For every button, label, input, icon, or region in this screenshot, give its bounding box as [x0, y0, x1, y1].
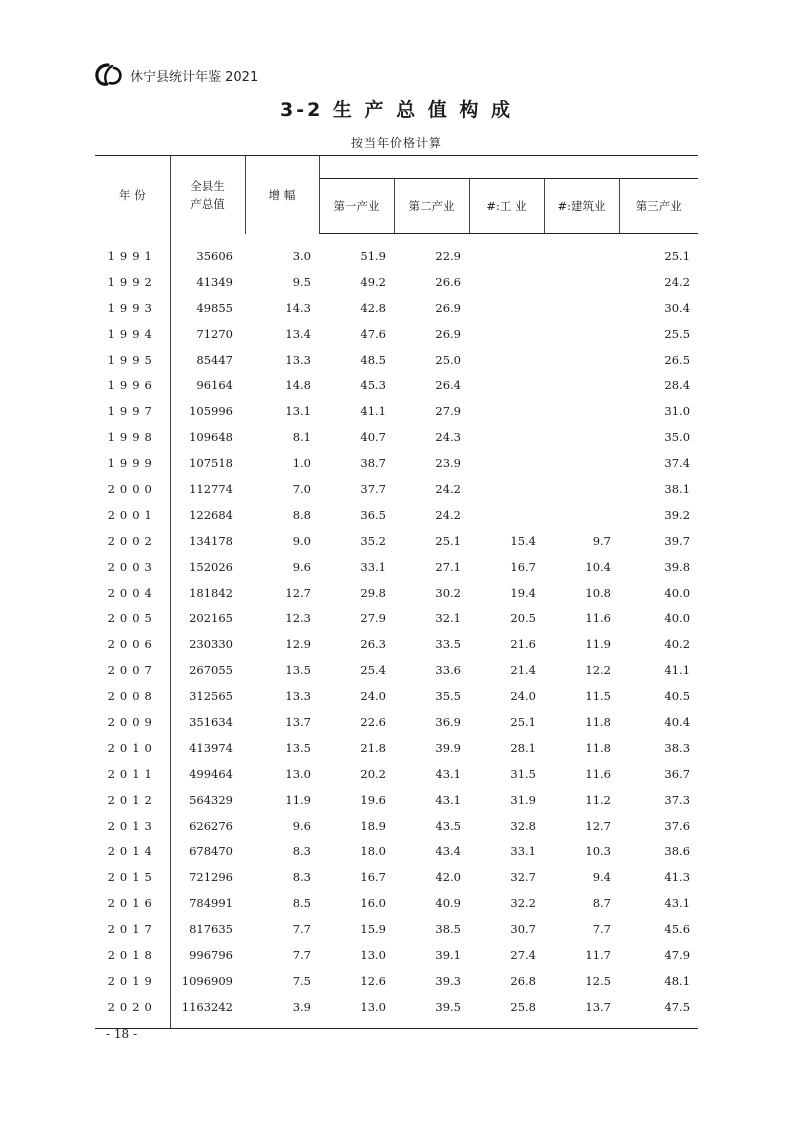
cell-primary: 26.3 — [360, 637, 386, 652]
cell-growth: 13.3 — [285, 352, 311, 367]
gdp-composition-table — [95, 155, 698, 1029]
table-row — [95, 994, 698, 1020]
table-row — [95, 657, 698, 683]
cell-gdp: 71270 — [170, 321, 245, 347]
yearbook-title: 休宁县统计年鉴 2021 — [130, 69, 259, 85]
cell-gdp: 626276 — [170, 813, 245, 839]
table-header — [95, 156, 698, 234]
cell-construction: 9.4 — [592, 870, 611, 885]
cell-secondary: 26.9 — [435, 300, 461, 315]
cell-construction: 11.9 — [585, 637, 611, 652]
cell-construction: 11.8 — [585, 740, 611, 755]
cell-tertiary: 25.1 — [664, 248, 691, 263]
cell-year: 2017 — [107, 922, 157, 937]
cell-year: 1995 — [107, 352, 157, 367]
table-row — [95, 502, 698, 528]
cell-year: 1999 — [107, 456, 157, 471]
cell-growth: 13.5 — [285, 663, 311, 678]
cell-year: 1997 — [107, 404, 157, 419]
cell-tertiary: 39.2 — [664, 507, 691, 522]
cell-secondary: 40.9 — [435, 896, 461, 911]
cell-growth: 3.0 — [292, 248, 311, 263]
cell-growth: 13.4 — [285, 326, 311, 341]
table-row — [95, 813, 698, 839]
cell-secondary: 22.9 — [435, 248, 461, 263]
cell-year: 1996 — [107, 378, 157, 393]
cell-secondary: 25.0 — [435, 352, 461, 367]
cell-primary: 38.7 — [360, 456, 386, 471]
cell-secondary: 27.1 — [435, 559, 461, 574]
cell-tertiary: 37.4 — [664, 456, 691, 471]
cell-growth: 14.3 — [285, 300, 311, 315]
table-row — [95, 838, 698, 864]
cell-primary: 45.3 — [360, 378, 386, 393]
cell-construction: 8.7 — [592, 896, 611, 911]
cell-growth: 12.3 — [285, 611, 311, 626]
cell-year: 2010 — [107, 740, 157, 755]
cell-gdp: 41349 — [170, 269, 245, 295]
cell-tertiary: 41.3 — [664, 870, 691, 885]
cell-secondary: 24.2 — [435, 481, 461, 496]
table-row — [95, 398, 698, 424]
cell-industry: 24.0 — [510, 689, 536, 704]
cell-tertiary: 39.7 — [664, 533, 691, 548]
cell-tertiary: 40.4 — [664, 714, 691, 729]
cell-secondary: 32.1 — [435, 611, 461, 626]
cell-construction: 7.7 — [592, 922, 611, 937]
cell-gdp: 230330 — [170, 631, 245, 657]
cell-growth: 7.0 — [292, 481, 311, 496]
cell-gdp: 413974 — [170, 735, 245, 761]
header-year: 年 份 — [95, 156, 170, 234]
cell-growth: 11.9 — [285, 792, 311, 807]
running-header — [94, 62, 258, 88]
cell-year: 2001 — [107, 507, 157, 522]
cell-year: 2005 — [107, 611, 157, 626]
table-row — [95, 295, 698, 321]
cell-gdp: 499464 — [170, 761, 245, 787]
cell-secondary: 26.4 — [435, 378, 461, 393]
cell-secondary: 36.9 — [435, 714, 461, 729]
table-row — [95, 916, 698, 942]
table-row — [95, 942, 698, 968]
cell-growth: 7.7 — [292, 922, 311, 937]
cell-industry — [469, 372, 544, 398]
cell-primary: 18.0 — [360, 844, 386, 859]
cell-growth: 13.3 — [285, 689, 311, 704]
cell-primary: 48.5 — [360, 352, 386, 367]
cell-industry: 32.8 — [510, 818, 536, 833]
cell-construction — [544, 243, 619, 269]
table-row — [95, 890, 698, 916]
cell-gdp: 996796 — [170, 942, 245, 968]
cell-construction: 10.4 — [585, 559, 611, 574]
cell-growth: 12.7 — [285, 585, 311, 600]
cell-gdp: 817635 — [170, 916, 245, 942]
table-row — [95, 631, 698, 657]
cell-tertiary: 40.2 — [664, 637, 691, 652]
cell-year: 1992 — [107, 274, 157, 289]
cell-industry — [469, 424, 544, 450]
cell-industry: 16.7 — [510, 559, 536, 574]
cell-year: 1998 — [107, 430, 157, 445]
cell-year: 2015 — [107, 870, 157, 885]
table-row — [95, 787, 698, 813]
cell-construction: 11.5 — [585, 689, 611, 704]
cell-industry: 25.8 — [510, 999, 536, 1014]
header-growth: 增 幅 — [245, 156, 319, 234]
cell-industry: 21.6 — [510, 637, 536, 652]
table-row — [95, 528, 698, 554]
table-row — [95, 372, 698, 398]
cell-tertiary: 25.5 — [664, 326, 691, 341]
cell-tertiary: 40.5 — [664, 689, 691, 704]
cell-year: 2009 — [107, 714, 157, 729]
header-construction: #:建筑业 — [544, 179, 619, 234]
cell-tertiary: 24.2 — [664, 274, 691, 289]
cell-primary: 16.0 — [360, 896, 386, 911]
table-row — [95, 554, 698, 580]
cell-primary: 19.6 — [360, 792, 386, 807]
cell-construction: 11.8 — [585, 714, 611, 729]
cell-gdp: 134178 — [170, 528, 245, 554]
table-row — [95, 735, 698, 761]
cell-construction — [544, 450, 619, 476]
cell-secondary: 25.1 — [435, 533, 461, 548]
cell-secondary: 38.5 — [435, 922, 461, 937]
cell-secondary: 39.5 — [435, 999, 461, 1014]
cell-construction — [544, 424, 619, 450]
cell-growth: 8.3 — [292, 870, 311, 885]
cell-secondary: 24.3 — [435, 430, 461, 445]
cell-tertiary: 37.3 — [664, 792, 691, 807]
cell-primary: 21.8 — [360, 740, 386, 755]
header-composition-group — [319, 156, 698, 179]
cell-tertiary: 39.8 — [664, 559, 691, 574]
cell-gdp: 678470 — [170, 838, 245, 864]
table-row — [95, 683, 698, 709]
cell-tertiary: 47.9 — [664, 947, 691, 962]
cell-primary: 18.9 — [360, 818, 386, 833]
cell-growth: 13.1 — [285, 404, 311, 419]
cell-primary: 40.7 — [360, 430, 386, 445]
cell-primary: 49.2 — [360, 274, 386, 289]
cell-primary: 20.2 — [360, 766, 386, 781]
cell-industry — [469, 476, 544, 502]
cell-construction — [544, 321, 619, 347]
table-row — [95, 864, 698, 890]
cell-secondary: 26.9 — [435, 326, 461, 341]
cell-construction — [544, 295, 619, 321]
cell-gdp: 564329 — [170, 787, 245, 813]
cell-gdp: 152026 — [170, 554, 245, 580]
cell-construction — [544, 502, 619, 528]
cell-year: 1994 — [107, 326, 157, 341]
cell-tertiary: 43.1 — [664, 896, 691, 911]
cell-growth: 1.0 — [292, 456, 311, 471]
cell-growth: 8.5 — [292, 896, 311, 911]
table-row — [95, 321, 698, 347]
cell-secondary: 43.1 — [435, 766, 461, 781]
header-tertiary: 第三产业 — [619, 179, 698, 234]
cell-industry: 32.7 — [510, 870, 536, 885]
cell-growth: 8.3 — [292, 844, 311, 859]
cell-year: 2012 — [107, 792, 157, 807]
cell-construction: 10.3 — [585, 844, 611, 859]
cell-construction: 11.7 — [585, 947, 611, 962]
cell-year: 2002 — [107, 533, 157, 548]
cell-industry: 15.4 — [510, 533, 536, 548]
cell-growth: 14.8 — [285, 378, 311, 393]
cell-industry: 20.5 — [510, 611, 536, 626]
cell-primary: 33.1 — [360, 559, 386, 574]
cell-year: 1993 — [107, 300, 157, 315]
header-secondary: 第二产业 — [394, 179, 469, 234]
cell-secondary: 26.6 — [435, 274, 461, 289]
cell-tertiary: 36.7 — [664, 766, 691, 781]
cell-tertiary: 38.6 — [664, 844, 691, 859]
cell-primary: 13.0 — [360, 999, 386, 1014]
cell-year: 2004 — [107, 585, 157, 600]
header-primary: 第一产业 — [319, 179, 394, 234]
cell-industry — [469, 502, 544, 528]
cell-year: 2000 — [107, 481, 157, 496]
cell-construction: 12.7 — [585, 818, 611, 833]
cell-primary: 35.2 — [360, 533, 386, 548]
cell-primary: 51.9 — [360, 248, 386, 263]
cell-primary: 22.6 — [360, 714, 386, 729]
cell-industry — [469, 295, 544, 321]
cell-construction — [544, 398, 619, 424]
cell-growth: 9.0 — [292, 533, 311, 548]
cell-industry: 31.9 — [510, 792, 536, 807]
cell-construction — [544, 269, 619, 295]
cell-secondary: 24.2 — [435, 507, 461, 522]
cell-secondary: 30.2 — [435, 585, 461, 600]
cell-construction: 13.7 — [585, 999, 611, 1014]
cell-primary: 13.0 — [360, 947, 386, 962]
cell-industry: 25.1 — [510, 714, 536, 729]
cell-secondary: 42.0 — [435, 870, 461, 885]
cell-secondary: 43.5 — [435, 818, 461, 833]
cell-gdp: 1163242 — [170, 994, 245, 1020]
cell-gdp: 181842 — [170, 580, 245, 606]
header-gdp: 全县生 产总值 — [170, 156, 245, 234]
table-row — [95, 761, 698, 787]
cell-year: 2006 — [107, 637, 157, 652]
cell-primary: 42.8 — [360, 300, 386, 315]
table-row — [95, 347, 698, 373]
cell-secondary: 43.1 — [435, 792, 461, 807]
cell-industry: 19.4 — [510, 585, 536, 600]
header-industry: #:工 业 — [469, 179, 544, 234]
cell-industry — [469, 321, 544, 347]
cell-industry — [469, 347, 544, 373]
cell-secondary: 23.9 — [435, 456, 461, 471]
cell-primary: 41.1 — [360, 404, 386, 419]
cell-gdp: 784991 — [170, 890, 245, 916]
cell-growth: 13.5 — [285, 740, 311, 755]
cell-tertiary: 40.0 — [664, 611, 691, 626]
cell-year: 2019 — [107, 973, 157, 988]
cell-construction: 10.8 — [585, 585, 611, 600]
cell-gdp: 96164 — [170, 372, 245, 398]
yearbook-logo-icon — [94, 62, 124, 88]
cell-year: 2020 — [107, 999, 157, 1014]
cell-growth: 9.6 — [292, 818, 311, 833]
table-row — [95, 476, 698, 502]
cell-gdp: 267055 — [170, 657, 245, 683]
cell-growth: 8.8 — [292, 507, 311, 522]
cell-tertiary: 45.6 — [664, 922, 691, 937]
cell-industry: 26.8 — [510, 973, 536, 988]
page-number: - 18 - — [106, 1027, 138, 1041]
table-row — [95, 269, 698, 295]
cell-industry: 28.1 — [510, 740, 536, 755]
table-title: 3-2 生 产 总 值 构 成 — [279, 99, 513, 121]
cell-construction: 11.6 — [585, 611, 611, 626]
table-row — [95, 968, 698, 994]
cell-primary: 37.7 — [360, 481, 386, 496]
cell-gdp: 85447 — [170, 347, 245, 373]
cell-primary: 24.0 — [360, 689, 386, 704]
cell-secondary: 43.4 — [435, 844, 461, 859]
cell-construction — [544, 372, 619, 398]
cell-tertiary: 30.4 — [664, 300, 691, 315]
cell-primary: 15.9 — [360, 922, 386, 937]
cell-construction: 12.5 — [585, 973, 611, 988]
cell-tertiary: 31.0 — [664, 404, 691, 419]
cell-secondary: 27.9 — [435, 404, 461, 419]
cell-secondary: 39.3 — [435, 973, 461, 988]
cell-tertiary: 37.6 — [664, 818, 691, 833]
table-row — [95, 605, 698, 631]
table-body — [95, 234, 698, 1029]
cell-tertiary: 26.5 — [664, 352, 691, 367]
cell-primary: 36.5 — [360, 507, 386, 522]
cell-construction — [544, 476, 619, 502]
cell-gdp: 35606 — [170, 243, 245, 269]
cell-construction: 12.2 — [585, 663, 611, 678]
table-row — [95, 580, 698, 606]
cell-industry: 30.7 — [510, 922, 536, 937]
cell-tertiary: 35.0 — [664, 430, 691, 445]
cell-tertiary: 40.0 — [664, 585, 691, 600]
cell-industry: 27.4 — [510, 947, 536, 962]
cell-gdp: 202165 — [170, 605, 245, 631]
table-subtitle: 按当年价格计算 — [350, 136, 442, 150]
cell-tertiary: 41.1 — [664, 663, 691, 678]
cell-year: 2018 — [107, 947, 157, 962]
cell-secondary: 33.6 — [435, 663, 461, 678]
cell-year: 2008 — [107, 689, 157, 704]
cell-gdp: 49855 — [170, 295, 245, 321]
cell-secondary: 33.5 — [435, 637, 461, 652]
cell-year: 2014 — [107, 844, 157, 859]
cell-gdp: 1096909 — [170, 968, 245, 994]
cell-growth: 13.7 — [285, 714, 311, 729]
cell-tertiary: 28.4 — [664, 378, 691, 393]
cell-growth: 9.5 — [292, 274, 311, 289]
cell-tertiary: 48.1 — [664, 973, 691, 988]
cell-industry — [469, 450, 544, 476]
cell-growth: 7.5 — [292, 973, 311, 988]
cell-growth: 7.7 — [292, 947, 311, 962]
cell-growth: 8.1 — [292, 430, 311, 445]
cell-gdp: 107518 — [170, 450, 245, 476]
table-row — [95, 450, 698, 476]
cell-growth: 9.6 — [292, 559, 311, 574]
cell-year: 2007 — [107, 663, 157, 678]
cell-construction — [544, 347, 619, 373]
cell-industry — [469, 243, 544, 269]
cell-year: 2003 — [107, 559, 157, 574]
cell-growth: 13.0 — [285, 766, 311, 781]
cell-tertiary: 38.1 — [664, 481, 691, 496]
cell-construction: 9.7 — [592, 533, 611, 548]
cell-year: 2016 — [107, 896, 157, 911]
cell-industry: 21.4 — [510, 663, 536, 678]
cell-industry: 33.1 — [510, 844, 536, 859]
cell-industry: 32.2 — [510, 896, 536, 911]
cell-industry: 31.5 — [510, 766, 536, 781]
cell-gdp: 112774 — [170, 476, 245, 502]
table-row — [95, 424, 698, 450]
cell-gdp: 312565 — [170, 683, 245, 709]
cell-gdp: 721296 — [170, 864, 245, 890]
cell-secondary: 39.9 — [435, 740, 461, 755]
cell-secondary: 35.5 — [435, 689, 461, 704]
cell-year: 2013 — [107, 818, 157, 833]
cell-gdp: 122684 — [170, 502, 245, 528]
cell-primary: 12.6 — [360, 973, 386, 988]
cell-gdp: 105996 — [170, 398, 245, 424]
cell-gdp: 351634 — [170, 709, 245, 735]
cell-primary: 27.9 — [360, 611, 386, 626]
cell-growth: 3.9 — [292, 999, 311, 1014]
cell-year: 1991 — [107, 248, 157, 263]
cell-industry — [469, 398, 544, 424]
cell-primary: 47.6 — [360, 326, 386, 341]
cell-growth: 12.9 — [285, 637, 311, 652]
cell-year: 2011 — [107, 766, 157, 781]
cell-tertiary: 38.3 — [664, 740, 691, 755]
cell-construction: 11.6 — [585, 766, 611, 781]
cell-gdp: 109648 — [170, 424, 245, 450]
cell-construction: 11.2 — [585, 792, 611, 807]
cell-primary: 29.8 — [360, 585, 386, 600]
cell-primary: 25.4 — [360, 663, 386, 678]
cell-primary: 16.7 — [360, 870, 386, 885]
cell-tertiary: 47.5 — [664, 999, 691, 1014]
cell-industry — [469, 269, 544, 295]
table-row — [95, 709, 698, 735]
table-row — [95, 243, 698, 269]
cell-secondary: 39.1 — [435, 947, 461, 962]
